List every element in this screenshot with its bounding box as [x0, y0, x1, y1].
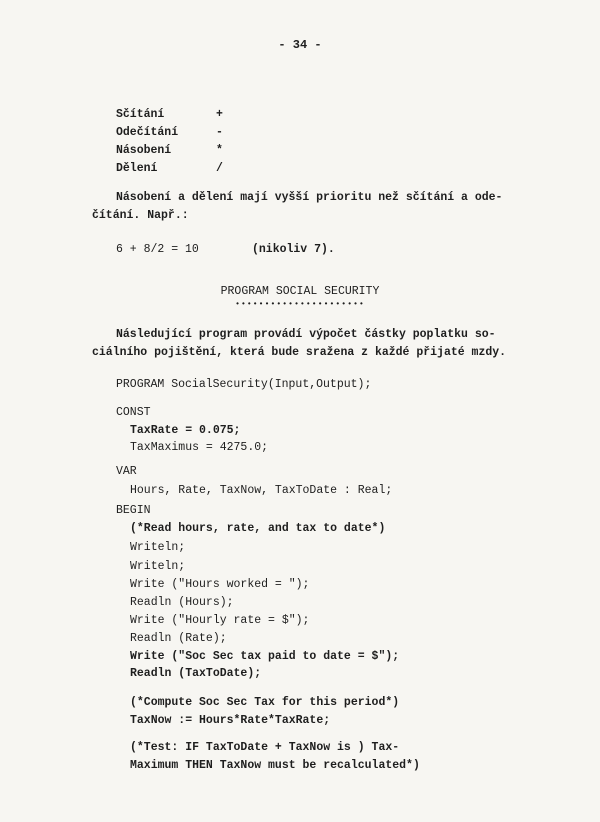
operator-name-subtraction: Odečítání	[116, 126, 179, 139]
code-write-taxtodate: Write ("Soc Sec tax paid to date = $");	[130, 650, 400, 663]
code-tax-rate: TaxRate = 0.075;	[130, 424, 241, 437]
priority-text-line1: Násobení a dělení mají vyšší prioritu než sčítání a ode-	[116, 191, 503, 204]
code-var-declaration: Hours, Rate, TaxNow, TaxToDate : Real;	[130, 484, 393, 497]
intro-text-line2: ciálního pojištění, která bude sražena z každé přijaté mzdy.	[92, 346, 507, 359]
example-note: (nikoliv 7).	[252, 243, 335, 256]
operator-symbol-addition: +	[216, 108, 223, 121]
section-title-underline: ••••••••••••••••••••••	[235, 300, 365, 309]
operator-symbol-multiplication: *	[216, 144, 223, 157]
code-begin-keyword: BEGIN	[116, 504, 151, 517]
code-test-comment-line2: Maximum THEN TaxNow must be recalculated*)	[130, 759, 420, 772]
code-compute-comment: (*Compute Soc Sec Tax for this period*)	[130, 696, 400, 709]
code-const-keyword: CONST	[116, 406, 151, 419]
section-title: PROGRAM SOCIAL SECURITY	[220, 285, 380, 298]
code-writeln-2: Writeln;	[130, 560, 186, 573]
example-expression: 6 + 8/2 = 10	[116, 243, 199, 256]
code-readln-rate: Readln (Rate);	[130, 632, 227, 645]
code-writeln-1: Writeln;	[130, 541, 186, 554]
code-tax-maximum: TaxMaximus = 4275.0;	[130, 441, 269, 454]
code-var-keyword: VAR	[116, 465, 137, 478]
code-readln-hours: Readln (Hours);	[130, 596, 234, 609]
operator-name-addition: Sčítání	[116, 108, 165, 121]
code-write-rate: Write ("Hourly rate = $");	[130, 614, 310, 627]
priority-text-line2: čítání. Např.:	[92, 209, 189, 222]
code-readln-taxtodate: Readln (TaxToDate);	[130, 667, 262, 680]
code-program-line: PROGRAM SocialSecurity(Input,Output);	[116, 378, 372, 391]
intro-text-line1: Následující program provádí výpočet částky poplatku so-	[116, 328, 496, 341]
operator-name-multiplication: Násobení	[116, 144, 172, 157]
operator-symbol-subtraction: -	[216, 126, 223, 139]
code-read-comment: (*Read hours, rate, and tax to date*)	[130, 522, 386, 535]
operator-name-division: Dělení	[116, 162, 158, 175]
code-compute-statement: TaxNow := Hours*Rate*TaxRate;	[130, 714, 331, 727]
page-number: - 34 -	[278, 38, 322, 52]
code-test-comment-line1: (*Test: IF TaxToDate + TaxNow is ) Tax-	[130, 741, 400, 754]
code-write-hours: Write ("Hours worked = ");	[130, 578, 310, 591]
operator-symbol-division: /	[216, 162, 223, 175]
